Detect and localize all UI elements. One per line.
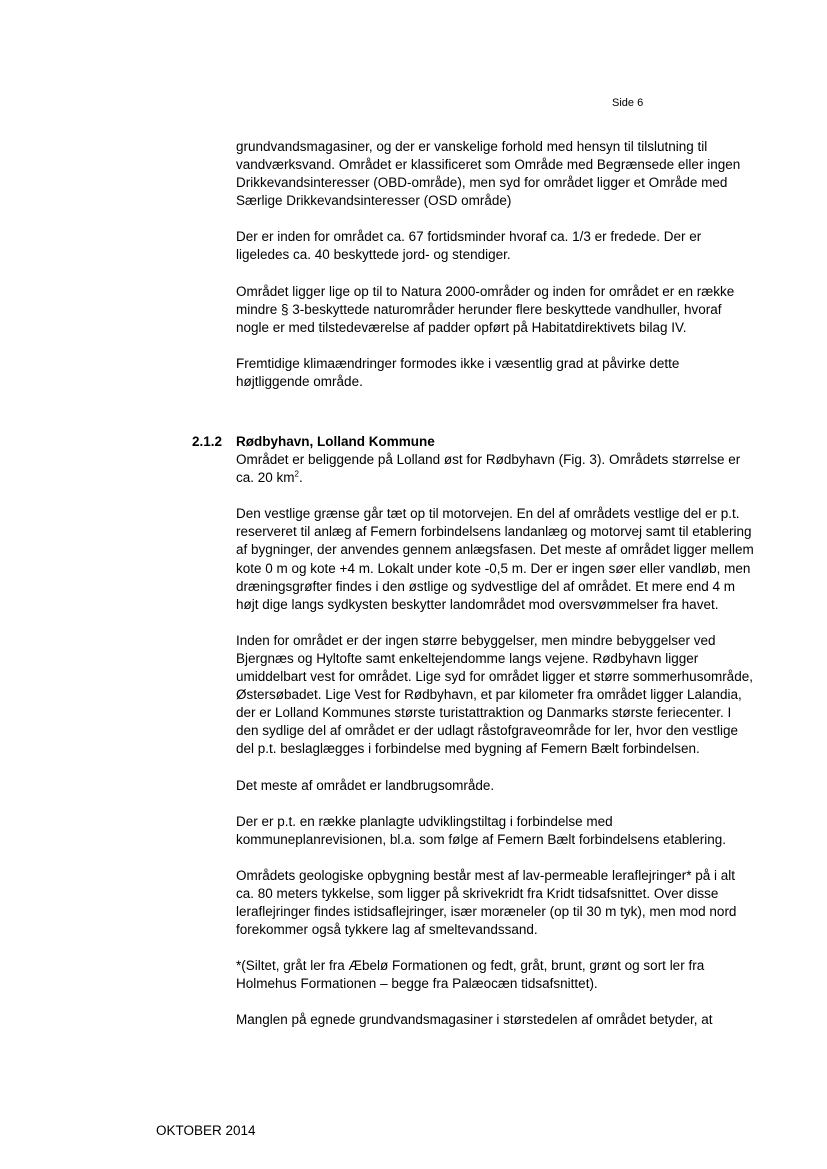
paragraph-end: . [298,470,303,486]
paragraph: Området ligger lige op til to Natura 2000-områder og inden for området er en række mindre § 3-beskyttede naturområder herunder flere beskyttede vandhuller, hvoraf nogle er med tilstedeværelse af padder opført på Habitatdirektivets bilag IV. [236,283,735,335]
intro-text [236,138,756,391]
section-number: 2.1.2 [192,434,223,449]
section-title: Rødbyhavn, Lolland Kommune [236,434,435,449]
paragraph: Den vestlige grænse går tæt op til motorvejen. En del af områdets vestlige del er p.t. reserveret til anlæg af Femern forbindelsens landanlæg og motorvej samt til etablering af bygninger, der anvendes gennem anlægsfasen. Det meste af området ligger mellem kote 0 m og kote +4 m. Lokalt under kote -0,5 m. Der er ingen søer eller vandløb, men dræningsgrøfter findes i den østlige og sydvestlige del af området. Et mere end 4 m højt dige langs sydkysten beskytter landområdet mod oversvømmelser fra havet. [236,506,754,612]
paragraph: Der er inden for området ca. 67 fortidsminder hvoraf ca. 1/3 er fredede. Der er ligeledes ca. 40 beskyttede jord- og stendiger. [236,229,702,263]
footer-date: OKTOBER 2014 [156,1123,256,1138]
superscript: 2 [294,469,299,479]
paragraph: grundvandsmagasiner, og der er vanskelige forhold med hensyn til tilslutning til vandværksvand. Området er klassificeret som Område med Begrænsede eller ingen Drikkevandsinteresser (OBD-område), men syd for området ligger et Område med Særlige Drikkevandsinteresser (OSD område) [236,139,741,209]
footnote-paragraph: *(Siltet, gråt ler fra Æbelø Formationen og fedt, gråt, brunt, grønt og sort ler fra Holmehus Formationen – begge fra Palæocæn tidsafsnittet). [236,958,705,992]
paragraph: Fremtidige klimaændringer formodes ikke i væsentlig grad at påvirke dette højtliggende område. [236,355,680,389]
paragraph: Områdets geologiske opbygning består mest af lav-permeable leraflejringer* på i alt ca. 80 meters tykkelse, som ligger på skrivekridt fra Kridt tidsafsnittet. Over disse leraflejringer findes istidsaflejringer, især moræneler (op til 30 m tyk), men mod nord forekommer også tykkere lag af smeltevandssand. [236,867,737,938]
section-body [236,433,756,1029]
paragraph: Det meste af området er landbrugsområde. [236,777,495,793]
paragraph-text: Området er beliggende på Lolland øst for Rødbyhavn (Fig. 3). Områdets størrelse er ca. 20 km [236,452,741,486]
paragraph: Der er p.t. en række planlagte udviklingstiltag i forbindelse med kommuneplanrevisionen, bl.a. som følge af Femern Bælt forbindelsens etablering. [236,813,726,847]
paragraph: Inden for området er der ingen større bebyggelser, men mindre bebyggelser ved Bjergnæs og Hyltofte samt enkeltejendomme langs vejene. Rødbyhavn ligger umiddelbart vest for området. Lige syd for området ligger et større sommerhusområde, Østersøbadet. Lige Vest for Rødbyhavn, et par kilometer fra området ligger Lalandia, der er Lolland Kommunes største turistattraktion og Danmarks største feriecenter. I den sydlige del af området er der udlagt råstofgraveområde for ler, hvor den vestlige del p.t. beslaglægges i forbindelse med bygning af Femern Bælt forbindelsen. [236,632,753,757]
page-number: Side 6 [612,97,644,109]
paragraph: Manglen på egnede grundvandsmagasiner i størstedelen af området betyder, at [236,1012,713,1028]
paragraph [236,451,756,487]
